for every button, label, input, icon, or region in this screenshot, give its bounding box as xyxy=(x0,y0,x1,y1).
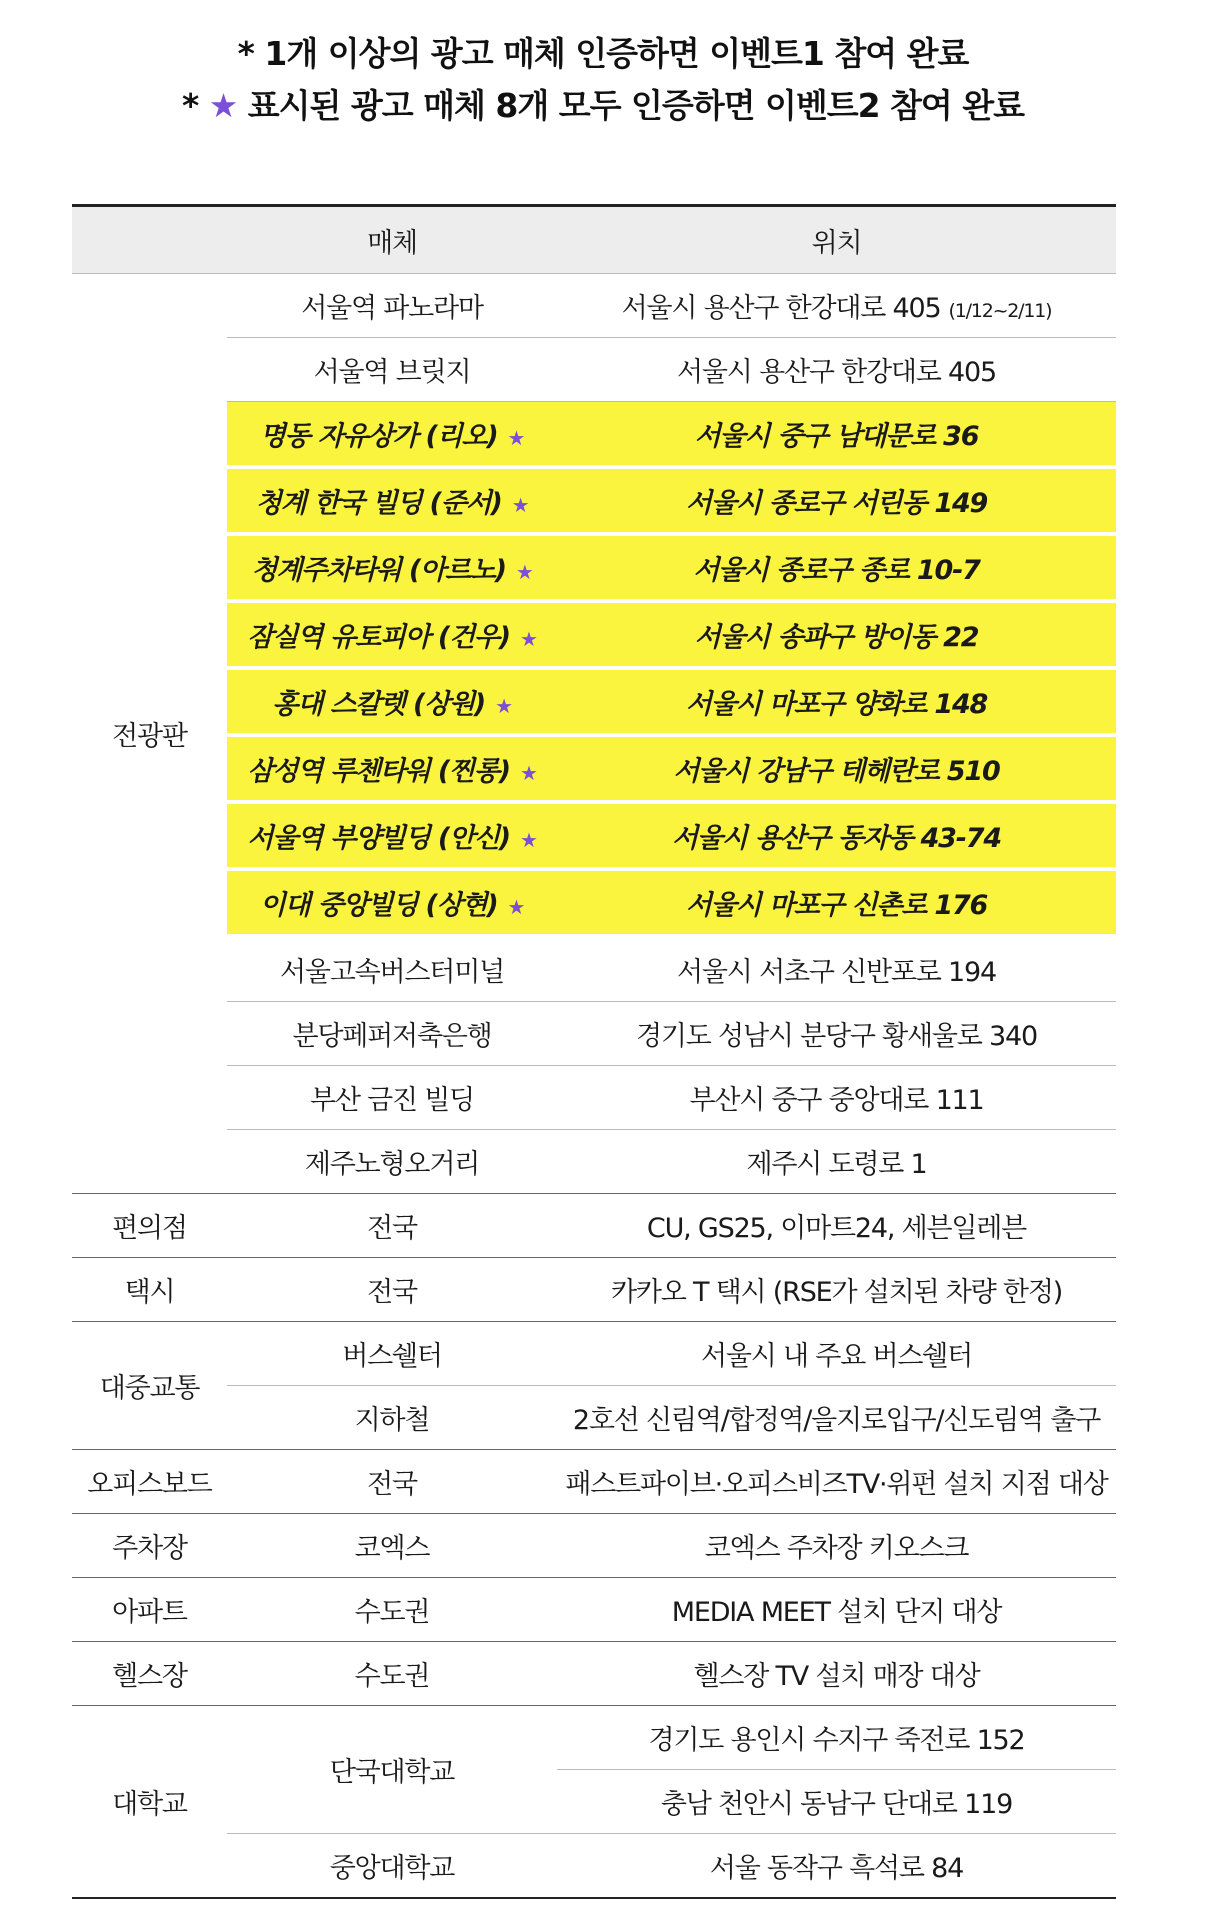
other-media-section xyxy=(72,1194,1116,1899)
location-cell: CU, GS25, 이마트24, 세븐일레븐 xyxy=(557,1194,1116,1258)
media-cell: 수도권 xyxy=(227,1578,557,1642)
media-cell: 코엑스 xyxy=(227,1514,557,1578)
media-cell: 단국대학교 xyxy=(227,1706,557,1834)
location-cell: 카카오 T 택시 (RSE가 설치된 차량 한정) xyxy=(557,1258,1116,1322)
category-cell: 택시 xyxy=(72,1258,227,1322)
location-cell: 경기도 용인시 수지구 죽전로 152 xyxy=(557,1706,1116,1770)
media-cell xyxy=(227,467,557,534)
location-cell: 코엑스 주차장 키오스크 xyxy=(557,1514,1116,1578)
table-row xyxy=(72,668,1116,735)
location-text: 경기도 성남시 분당구 황새울로 340 xyxy=(636,1021,1037,1052)
location-cell xyxy=(557,802,1116,869)
location-cell: 서울 동작구 흑석로 84 xyxy=(557,1834,1116,1899)
table-header-row xyxy=(72,206,1116,274)
location-text: 서울시 강남구 테헤란로 510 xyxy=(673,756,1000,787)
table-row xyxy=(72,338,1116,402)
table-row xyxy=(72,869,1116,936)
table-row xyxy=(72,1322,1116,1386)
table-row xyxy=(72,1386,1116,1450)
table-row xyxy=(72,1834,1116,1899)
table-row xyxy=(72,1258,1116,1322)
star-icon: ★ xyxy=(495,694,512,718)
media-table xyxy=(72,204,1116,1899)
category-cell: 전광판 xyxy=(72,274,227,1194)
table-row xyxy=(72,274,1116,338)
media-name: 이대 중앙빌딩 (상현) xyxy=(259,890,498,921)
media-cell: 전국 xyxy=(227,1450,557,1514)
event2-note: * ★ 표시된 광고 매체 8개 모두 인증하면 이벤트2 참여 완료 xyxy=(181,86,1025,125)
period-note: (1/12~2/11) xyxy=(948,300,1052,322)
media-cell xyxy=(227,338,557,402)
event1-note: * 1개 이상의 광고 매체 인증하면 이벤트1 참여 완료 xyxy=(237,34,969,73)
star-icon: ★ xyxy=(515,560,533,584)
media-cell xyxy=(227,402,557,468)
media-cell: 지하철 xyxy=(227,1386,557,1450)
star-icon: ★ xyxy=(519,761,537,785)
media-name: 부산 금진 빌딩 xyxy=(309,1085,475,1116)
location-cell xyxy=(557,668,1116,735)
star-icon: ★ xyxy=(507,895,525,919)
media-cell xyxy=(227,735,557,802)
media-name: 잠실역 유토피아 (건우) xyxy=(247,622,510,653)
media-cell: 전국 xyxy=(227,1194,557,1258)
location-cell xyxy=(557,274,1116,338)
location-text: 제주시 도령로 1 xyxy=(746,1149,927,1180)
table-row xyxy=(72,1706,1116,1770)
location-cell: 2호선 신림역/합정역/을지로입구/신도림역 출구 xyxy=(557,1386,1116,1450)
media-cell: 전국 xyxy=(227,1258,557,1322)
star-icon: ★ xyxy=(208,86,238,125)
media-name: 서울역 파노라마 xyxy=(301,293,483,324)
location-cell xyxy=(557,467,1116,534)
table-row xyxy=(72,1066,1116,1130)
table-row xyxy=(72,601,1116,668)
category-cell: 아파트 xyxy=(72,1578,227,1642)
location-cell xyxy=(557,1130,1116,1194)
location-cell xyxy=(557,402,1116,468)
header-location: 위치 xyxy=(557,206,1116,274)
category-cell: 오피스보드 xyxy=(72,1450,227,1514)
media-cell: 수도권 xyxy=(227,1642,557,1706)
media-cell xyxy=(227,802,557,869)
media-name: 홍대 스칼렛 (상원) xyxy=(272,689,486,720)
category-cell: 편의점 xyxy=(72,1194,227,1258)
location-cell: 헬스장 TV 설치 매장 대상 xyxy=(557,1642,1116,1706)
table-row xyxy=(72,936,1116,1002)
location-cell: MEDIA MEET 설치 단지 대상 xyxy=(557,1578,1116,1642)
star-icon: ★ xyxy=(519,828,537,852)
media-cell xyxy=(227,601,557,668)
table-row xyxy=(72,467,1116,534)
media-cell xyxy=(227,668,557,735)
media-name: 명동 자유상가 (리오) xyxy=(259,421,498,452)
media-cell xyxy=(227,1130,557,1194)
table-row xyxy=(72,735,1116,802)
table-row xyxy=(72,534,1116,601)
billboard-section xyxy=(72,274,1116,1194)
location-cell xyxy=(557,1066,1116,1130)
event-notes xyxy=(0,28,1206,132)
location-text: 서울시 종로구 서린동 149 xyxy=(685,488,988,519)
location-cell: 서울시 내 주요 버스쉘터 xyxy=(557,1322,1116,1386)
location-cell xyxy=(557,1002,1116,1066)
location-cell: 충남 천안시 동남구 단대로 119 xyxy=(557,1770,1116,1834)
media-name: 분당페퍼저축은행 xyxy=(292,1021,492,1052)
location-cell xyxy=(557,338,1116,402)
location-text: 서울시 용산구 한강대로 405 xyxy=(677,357,996,388)
media-cell xyxy=(227,1066,557,1130)
header-media: 매체 xyxy=(227,206,557,274)
media-name: 서울역 브릿지 xyxy=(313,357,471,388)
location-text: 서울시 서초구 신반포로 194 xyxy=(677,957,996,988)
media-cell: 버스쉘터 xyxy=(227,1322,557,1386)
table-row xyxy=(72,1514,1116,1578)
media-cell xyxy=(227,1002,557,1066)
media-name: 서울고속버스터미널 xyxy=(280,957,504,988)
location-text: 서울시 마포구 양화로 148 xyxy=(685,689,988,720)
media-cell xyxy=(227,534,557,601)
category-cell: 대중교통 xyxy=(72,1322,227,1450)
location-cell xyxy=(557,601,1116,668)
table-row xyxy=(72,1450,1116,1514)
location-cell xyxy=(557,735,1116,802)
media-name: 청계주차타워 (아르노) xyxy=(251,555,506,586)
location-text: 서울시 중구 남대문로 36 xyxy=(694,421,979,452)
media-name: 청계 한국 빌딩 (준서) xyxy=(255,488,502,519)
media-cell xyxy=(227,936,557,1002)
category-cell: 주차장 xyxy=(72,1514,227,1578)
table-row xyxy=(72,402,1116,468)
location-text: 서울시 용산구 한강대로 405 xyxy=(621,293,941,324)
star-icon: ★ xyxy=(511,493,529,517)
star-icon: ★ xyxy=(519,627,537,651)
media-cell xyxy=(227,869,557,936)
location-cell xyxy=(557,869,1116,936)
table-row xyxy=(72,1130,1116,1194)
media-name: 삼성역 루첸타워 (찐롱) xyxy=(247,756,510,787)
media-name: 제주노형오거리 xyxy=(304,1149,480,1180)
location-cell xyxy=(557,534,1116,601)
table-row xyxy=(72,802,1116,869)
location-text: 서울시 마포구 신촌로 176 xyxy=(685,890,988,921)
location-text: 서울시 종로구 종로 10-7 xyxy=(693,555,980,586)
location-text: 부산시 중구 중앙대로 111 xyxy=(689,1085,984,1116)
table-row xyxy=(72,1194,1116,1258)
category-cell: 대학교 xyxy=(72,1706,227,1899)
header-category xyxy=(72,206,227,274)
media-name: 서울역 부양빌딩 (안신) xyxy=(247,823,510,854)
table-row xyxy=(72,1578,1116,1642)
star-icon: ★ xyxy=(507,426,525,450)
media-cell: 중앙대학교 xyxy=(227,1834,557,1899)
media-cell xyxy=(227,274,557,338)
table-row xyxy=(72,1642,1116,1706)
location-text: 서울시 송파구 방이동 22 xyxy=(694,622,979,653)
location-text: 서울시 용산구 동자동 43-74 xyxy=(672,823,1001,854)
location-cell xyxy=(557,936,1116,1002)
category-cell: 헬스장 xyxy=(72,1642,227,1706)
table-row xyxy=(72,1002,1116,1066)
location-cell: 패스트파이브·오피스비즈TV·위펀 설치 지점 대상 xyxy=(557,1450,1116,1514)
